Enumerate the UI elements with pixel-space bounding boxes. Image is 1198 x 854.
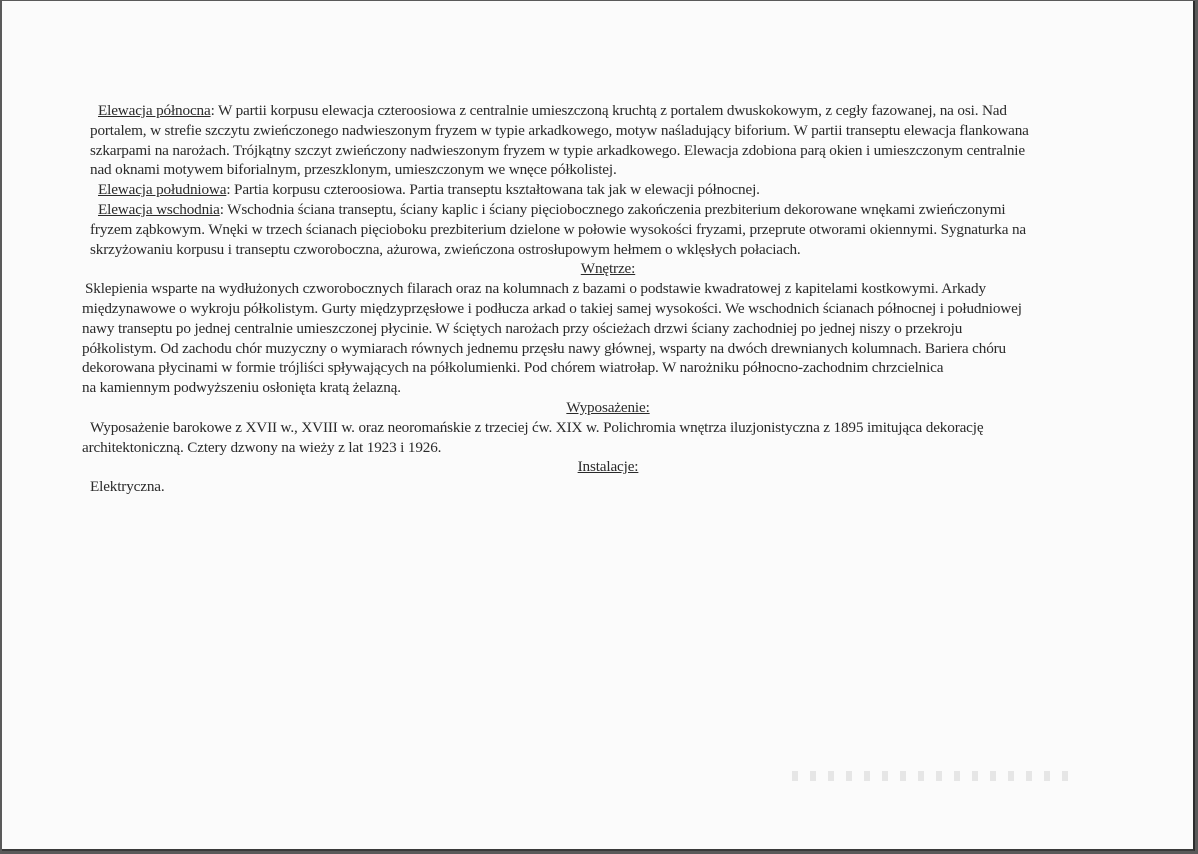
north-elevation-line-2: portalem, w strefie szczytu zwieńczonego nadwieszonym fryzem w typie arkadkowego, motyw naśladujący biforium. W partii transeptu elewacja flankowana [90, 121, 1029, 139]
east-elevation-paragraph [82, 200, 1134, 259]
interior-line-2: międzynawowe o wykroju półkolistym. Gurty międzyprzęsłowe i podłucza arkad o takiej samej wysokości. We wschodnich ścianach północnej i południowej [82, 299, 1022, 317]
east-elevation-line-1: : Wschodnia ściana transeptu, ściany kaplic i ściany pięciobocznego zakończenia prezbiterium dekorowane wnękami zwieńczonymi [219, 200, 1006, 218]
document-body [82, 101, 1134, 497]
south-elevation-paragraph [82, 180, 1134, 200]
interior-line-4: półkolistym. Od zachodu chór muzyczny o wymiarach równych jednemu przęsłu nawy głównej, wsparty na dwóch drewnianych kolumnach. Bariera chóru [82, 339, 1006, 357]
interior-line-6: na kamiennym podwyższeniu osłonięta kratą żelazną. [82, 379, 401, 397]
furnishings-line-1: Wyposażenie barokowe z XVII w., XVIII w. oraz neoromańskie z trzeciej ćw. XIX w. Polichromia wnętrza iluzjonistyczna z 1895 imitująca dekorację [90, 418, 984, 436]
east-elevation-line-2: fryzem ząbkowym. Wnęki w trzech ścianach pięcioboku prezbiterium dzielone w połowie wysokości fryzami, przeprute otworami okiennymi. Sygnaturka na [90, 220, 1027, 238]
furnishings-heading: Wyposażenie: [566, 398, 650, 416]
installations-paragraph [82, 477, 1134, 497]
north-elevation-paragraph [82, 101, 1134, 180]
north-elevation-line-4: nad oknami motywem biforialnym, przeszklonym, umieszczonym we wnęce półkolistej. [90, 161, 617, 179]
scan-artifact [792, 771, 1072, 781]
south-elevation-label: Elewacja południowa [98, 181, 227, 199]
east-elevation-line-3: skrzyżowaniu korpusu i transeptu czworoboczna, ażurowa, zwieńczona ostrosłupowym hełmem o wklęsłych połaciach. [90, 240, 801, 258]
installations-text: Elektryczna. [90, 478, 165, 496]
installations-heading: Instalacje: [577, 458, 639, 476]
north-elevation-line-1: : W partii korpusu elewacja czteroosiowa z centralnie umieszczoną kruchtą z portalem dwuskokowym, z cegły fazowanej, na osi. Nad [210, 102, 1007, 119]
south-elevation-text: : Partia korpusu czteroosiowa. Partia transeptu kształtowana tak jak w elewacji północnej. [226, 181, 760, 199]
interior-line-3: nawy transeptu po jednej centralnie umieszczonej płycinie. W ściętych narożach przy ościeżach drzwi ściany zachodniej po jednej niszy o przekroju [82, 319, 963, 337]
furnishings-line-2: architektoniczną. Cztery dzwony na wieży z lat 1923 i 1926. [82, 438, 442, 456]
interior-line-5: dekorowana płycinami w formie trójliści spływających na półkolumienki. Pod chórem wiatrołap. W narożniku północno-zachodnim chrzcielnica [82, 359, 944, 377]
interior-paragraph [82, 279, 1134, 398]
east-elevation-label: Elewacja wschodnia [98, 200, 220, 218]
north-elevation-line-3: szkarpami na narożach. Trójkątny szczyt zwieńczony nadwieszonym fryzem w typie arkadkowego. Elewacja zdobiona parą okien i umieszczonym centralnie [90, 141, 1025, 159]
interior-line-1: Sklepienia wsparte na wydłużonych czworobocznych filarach oraz na kolumnach z bazami o podstawie kwadratowej z kapitelami kostkowymi. Arkady [85, 280, 986, 298]
north-elevation-label: Elewacja północna [98, 102, 211, 119]
furnishings-paragraph [82, 418, 1134, 458]
document-page [2, 1, 1195, 851]
interior-heading: Wnętrze: [580, 260, 636, 278]
